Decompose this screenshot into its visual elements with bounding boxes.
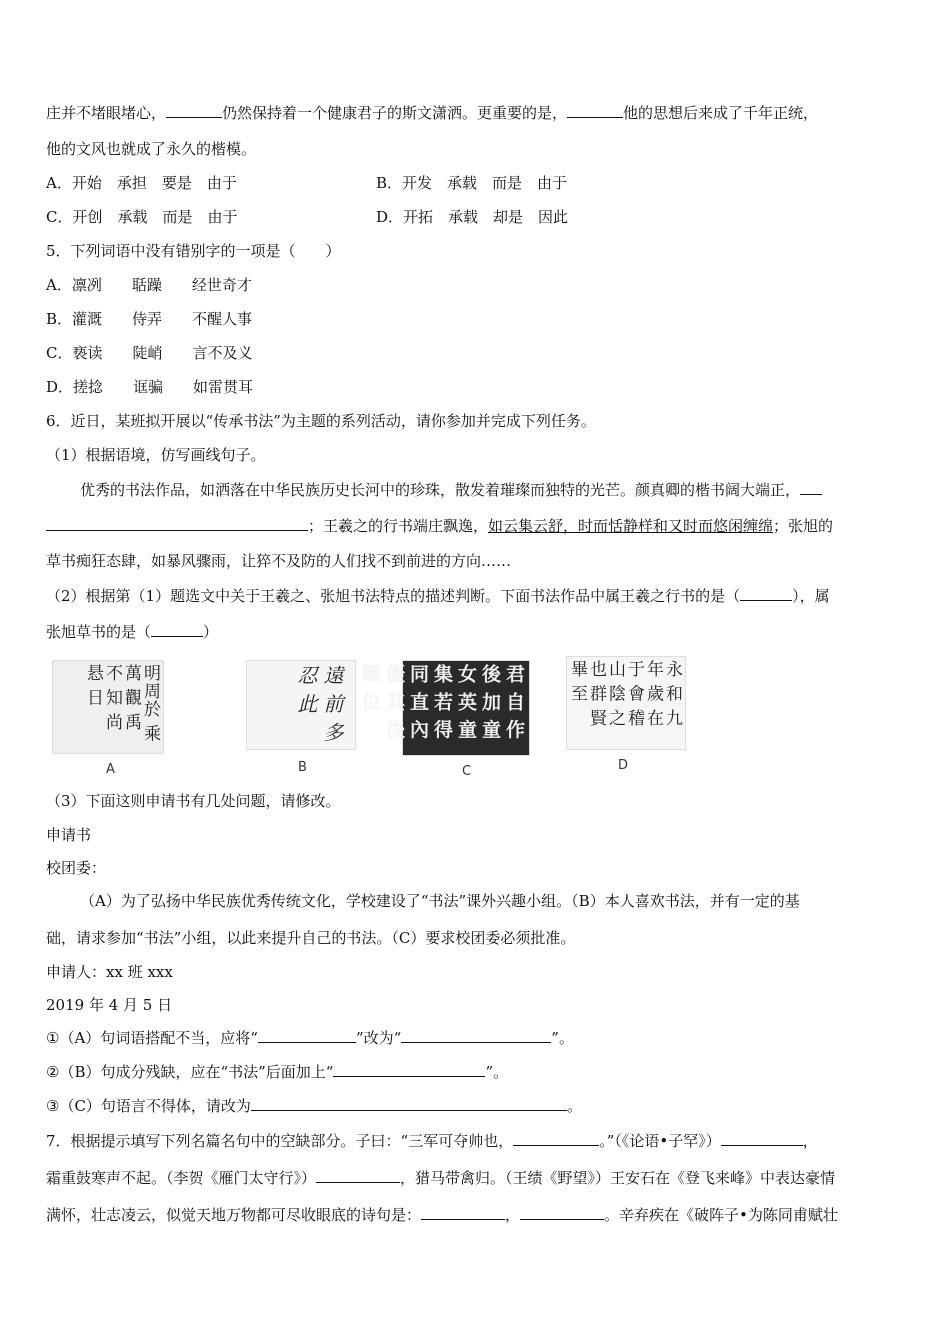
q6-stem: 6．近日，某班拟开展以“传承书法”为主题的系列活动，请你参加并完成下列任务。 <box>46 412 596 430</box>
q5-stem: 5．下列词语中没有错别字的一项是（ ） <box>46 242 341 260</box>
application-title: 申请书 <box>46 826 92 844</box>
q7-line1: 7．根据提示填写下列名篇名句中的空缺部分。子曰：“三军可夺帅也， 。”（《论语•子罕》） ， <box>46 1132 818 1150</box>
answer-blank[interactable] <box>166 103 222 118</box>
q6-sub2-line2: 张旭草书的是（ ） <box>46 623 219 641</box>
answer-blank[interactable] <box>316 1168 400 1183</box>
q5-option-c[interactable]: C．亵读 陡峭 言不及义 <box>46 344 253 362</box>
answer-blank[interactable] <box>520 1205 604 1220</box>
answer-blank[interactable] <box>401 1028 551 1043</box>
q7-line3: 满怀，壮志凌云，似觉天地万物都可尽收眼底的诗句是： ， 。辛弃疾在《破阵子•为陈同甫赋壮 <box>46 1206 838 1224</box>
calligraphy-glyphs: 明周於 乘萬 觀 禹 不 知 尚 悬 日 <box>83 664 160 743</box>
q6-sub3: （3）下面这则申请书有几处问题，请修改。 <box>46 792 341 810</box>
image-label-c: C <box>462 764 472 779</box>
q4-option-b[interactable]: B．开发 承载 而是 由于 <box>376 174 568 192</box>
answer-blank[interactable] <box>46 516 308 531</box>
answer-blank[interactable] <box>251 1096 567 1111</box>
application-date: 2019 年 4 月 5 日 <box>46 996 173 1014</box>
answer-blank[interactable] <box>567 103 623 118</box>
q6-para2: ；王羲之的行书端庄飘逸，如云集云舒，时而恬静样和又时而悠闲缠绵；张旭的 <box>46 516 833 536</box>
q6-fix3: ③（C）句语言不得体，请改为 。 <box>46 1097 582 1115</box>
answer-blank[interactable] <box>151 622 203 637</box>
answer-blank[interactable] <box>513 1131 599 1146</box>
application-body-1: （A）为了弘扬中华民族优秀传统文化，学校建设了“书法”课外兴趣小组。（B）本人喜欢书法，并有一定的基 <box>80 892 800 910</box>
image-label-a: A <box>106 762 115 777</box>
q6-para3: 草书痴狂态肆，如暴风骤雨，让猝不及防的人们找不到前进的方向…… <box>46 552 512 570</box>
q4-line2: 他的文风也就成了永久的楷模。 <box>46 140 257 158</box>
q6-fix2: ②（B）句成分残缺，应在“书法”后面加上“ ”。 <box>46 1063 509 1081</box>
q6-sub1: （1）根据语境，仿写画线句子。 <box>46 446 266 464</box>
q6-fix1: ①（A）句词语搭配不当，应将“ ”改为“ ”。 <box>46 1029 574 1047</box>
calligraphy-image-c[interactable] <box>359 660 530 756</box>
answer-blank[interactable] <box>333 1062 485 1077</box>
image-label-d: D <box>618 758 629 773</box>
calligraphy-glyphs: 永 和 九 年 歲 在 于 會 稽 山 陰 之 也 群 賢 畢 至 <box>567 660 682 727</box>
q5-option-b[interactable]: B．灌溉 侍弄 不醒人事 <box>46 310 253 328</box>
calligraphy-glyphs: 君 自 作 後 加 童 女 英 童 集 若 得 同 直 內 優 其 後 職 位 <box>359 664 525 740</box>
q4-line1: 庄并不堵眼堵心， 仍然保持着一个健康君子的斯文潇洒。更重要的是， 他的思想后来成了千年正统， <box>46 104 819 122</box>
q4-option-a[interactable]: A．开始 承担 要是 由于 <box>46 174 237 192</box>
answer-blank[interactable] <box>740 586 792 601</box>
calligraphy-image-a[interactable] <box>52 660 164 754</box>
q5-option-a[interactable]: A．凛冽 聒躁 经世奇才 <box>46 276 252 294</box>
q4-option-d[interactable]: D．开拓 承载 却是 因此 <box>376 208 569 226</box>
calligraphy-image-d[interactable] <box>566 656 686 750</box>
q4-option-c[interactable]: C．开创 承载 而是 由于 <box>46 208 238 226</box>
q5-option-d[interactable]: D．搓捻 诓骗 如雷贯耳 <box>46 378 254 396</box>
answer-blank[interactable] <box>421 1205 505 1220</box>
answer-blank[interactable] <box>258 1028 356 1043</box>
calligraphy-image-b[interactable] <box>246 660 356 750</box>
image-label-b: B <box>298 760 307 775</box>
application-body-2: 础，请求参加“书法”小组，以此来提升自己的书法。（C）要求校团委必须批准。 <box>46 929 576 947</box>
answer-blank[interactable] <box>800 480 822 495</box>
q6-para1: 优秀的书法作品，如洒落在中华民族历史长河中的珍珠，散发着璀璨而独特的光芒。颜真卿的楷书阔大端正， <box>80 480 822 500</box>
q7-line2: 霜重鼓寒声不起。（李贺《雁门太守行》） ，猎马带禽归。（王绩《野望》）王安石在《登飞来峰》中表达豪情 <box>46 1169 836 1187</box>
answer-blank[interactable] <box>721 1131 803 1146</box>
calligraphy-glyphs: 遠 前 多 忍 此 <box>294 665 344 743</box>
application-signature: 申请人：xx 班 xxx <box>46 963 173 981</box>
application-recipient: 校团委： <box>46 859 107 877</box>
underlined-sentence: 如云集云舒，时而恬静样和又时而悠闲缠绵 <box>488 517 774 535</box>
q6-sub2-line1: （2）根据第（1）题选文中关于王羲之、张旭书法特点的描述判断。下面书法作品中属王羲之行书的是（ ），属 <box>46 587 830 605</box>
